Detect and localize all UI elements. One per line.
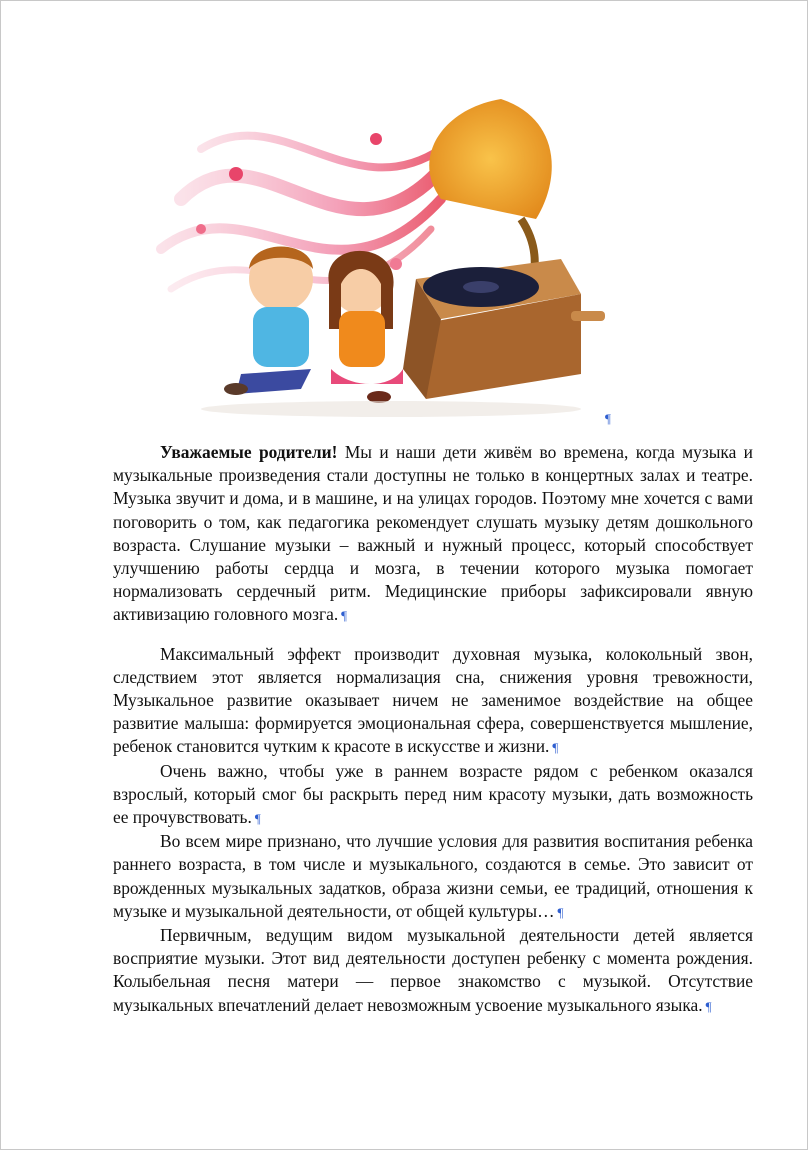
document-body xyxy=(113,441,753,1018)
paragraph-mark: ¶ xyxy=(341,608,348,624)
paragraph-mark: ¶ xyxy=(605,411,611,426)
paragraph-5 xyxy=(113,924,753,1018)
paragraph-1 xyxy=(113,441,753,628)
paragraph-4 xyxy=(113,830,753,924)
paragraph-mark: ¶ xyxy=(552,740,559,756)
paragraph-2 xyxy=(113,643,753,760)
greeting: Уважаемые родители! xyxy=(160,442,338,462)
children-gramophone-illustration xyxy=(141,79,611,419)
paragraph-mark: ¶ xyxy=(705,998,712,1014)
paragraph-mark: ¶ xyxy=(254,811,261,827)
paragraph-text: Максимальный эффект производит духовная музыка, колокольный звон, следствием этот является нормализация сна, снижения уровня тревожности, Музыкальное развитие оказывает ничем не заменимое воздействие на общее развитие малыша: формируется эмоциональная сфера, совершенствуется мышление, ребенок становится чутким к красоте в искусстве и жизни. xyxy=(113,643,753,757)
paragraph-mark: ¶ xyxy=(557,904,564,920)
paragraph-text: Во всем мире признано, что лучшие условия для развития воспитания ребенка раннего возраста, в том числе и музыкального, создаются в семье. Это зависит от врожденных музыкальных задатков, образа жизни семьи, ее традиций, отношения к музыке и музыкальной деятельности, от общей культуры… xyxy=(113,831,753,921)
paragraph-text: Первичным, ведущим видом музыкальной деятельности детей является восприятие музыки. Этот вид деятельности доступен ребенку с момента рождения. Колыбельная песня матери — первое знакомство с музыкой. Отсутствие музыкальных впечатлений делает невозможным усвоение музыкального языка. xyxy=(113,925,753,1015)
paragraph-text: Очень важно, чтобы уже в раннем возрасте рядом с ребенком оказался взрослый, который смог бы раскрыть перед ним красоту музыки, дать возможность ее прочувствовать. xyxy=(113,760,753,828)
paragraph-text: Мы и наши дети живём во времена, когда музыка и музыкальные произведения стали доступны не только в концертных залах и театре. Музыка звучит и дома, и в машине, и на улицах городов. Поэтому мне хочется с вами поговорить о том, как педагогика рекомендует слушать музыку детям дошкольного возраста. Слушание музыки – важный и нужный процесс, который способствует улучшению работы сердца и мозга, в течении которого музыка помогает нормализовать сердечный ритм. Медицинские приборы зафиксировали явную активизацию головного мозга. xyxy=(113,442,753,625)
paragraph-3 xyxy=(113,760,753,831)
